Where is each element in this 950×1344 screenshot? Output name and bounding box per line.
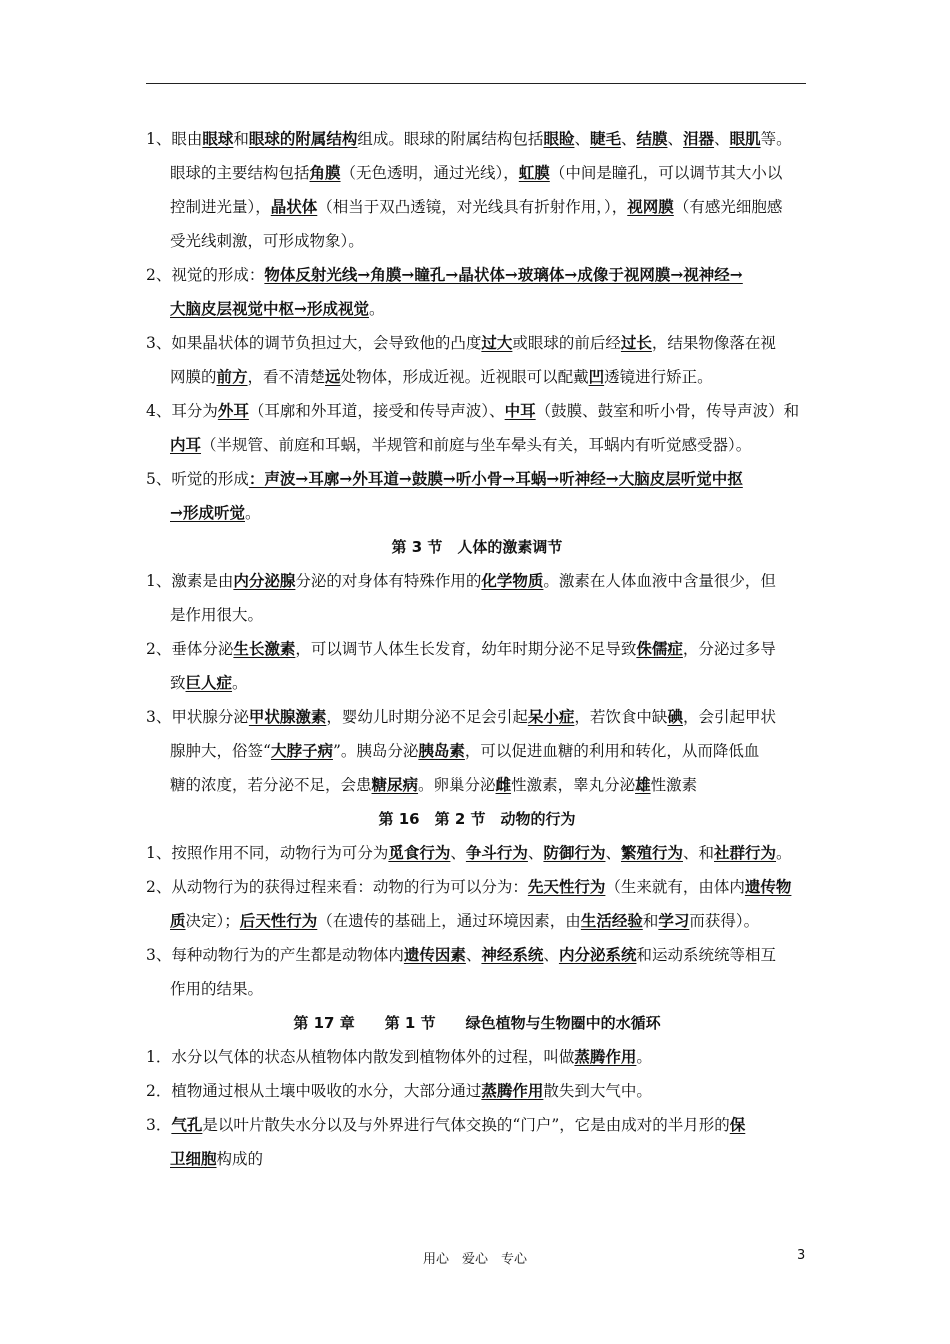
text-line — [146, 258, 808, 292]
list-item — [146, 122, 808, 258]
text-run: 、 — [450, 844, 466, 862]
key-term: 凹 — [588, 367, 605, 386]
text-line — [146, 1074, 808, 1108]
text-run: 、 — [620, 130, 637, 148]
key-term: 遗传因素 — [403, 945, 466, 964]
text-run: 、 — [605, 844, 621, 862]
list-item — [146, 1108, 808, 1176]
document-body — [146, 122, 808, 1176]
key-term: 眼球 — [202, 129, 234, 148]
key-term: 结膜 — [636, 129, 668, 148]
text-run: 1、眼由 — [146, 130, 203, 148]
text-line — [146, 870, 808, 904]
footer-motto: 用心 爱心 专心 — [422, 1252, 527, 1267]
text-run: 腺肿大，俗签“ — [170, 742, 271, 760]
text-run: 或眼球的前后经 — [512, 334, 621, 352]
text-line — [146, 326, 808, 360]
key-term: 雄 — [635, 775, 651, 794]
key-term: 甲状腺激素 — [248, 707, 327, 726]
list-item — [146, 258, 808, 326]
text-run: 是作用很大。 — [170, 606, 264, 624]
key-term: 前方 — [216, 367, 248, 386]
text-run: （半规管、前庭和耳蜗，半规管和前庭与坐车晕头有关，耳蜗内有听觉感受器）。 — [201, 436, 752, 454]
text-run: ，婴幼儿时期分泌不足会引起 — [326, 708, 528, 726]
text-line — [146, 564, 808, 598]
text-run: （中间是瞳孔，可以调节其大小以 — [549, 164, 783, 182]
text-run: ”。胰岛分泌 — [332, 742, 419, 760]
text-run: 、 — [527, 844, 544, 862]
text-run: 网膜的 — [170, 368, 217, 386]
text-line — [146, 394, 808, 428]
text-line — [146, 1142, 808, 1176]
key-term: 蒸腾作用 — [574, 1047, 637, 1066]
key-term: 觅食行为 — [388, 843, 451, 862]
key-term: 糖尿病 — [371, 775, 419, 794]
list-item — [146, 870, 808, 938]
text-run: 眼球的主要结构包括 — [170, 164, 310, 182]
text-line — [146, 768, 808, 802]
key-term: 神经系统 — [481, 945, 544, 964]
key-term: 视网膜 — [627, 197, 674, 216]
key-term: 碘 — [667, 707, 683, 726]
text-run: （鼓膜、鼓室和听小骨，传导声波）和 — [535, 402, 800, 420]
key-term: 学习 — [658, 911, 690, 930]
text-run: （耳廓和外耳道，接受和传导声波）、 — [248, 402, 505, 420]
text-line — [146, 156, 808, 190]
text-run: 、 — [574, 130, 590, 148]
text-run: 1、激素是由 — [146, 572, 234, 590]
key-term: 眼球的附属结构 — [248, 129, 358, 148]
section-heading: 第 3 节 人体的激素调节 — [391, 538, 563, 556]
text-run: 和 — [233, 130, 249, 148]
text-run: 性激素，睾丸分泌 — [511, 776, 636, 794]
text-line — [146, 360, 808, 394]
text-run: （无色透明，通过光线）， — [340, 164, 519, 182]
list-item — [146, 938, 808, 1006]
list-item — [146, 836, 808, 870]
text-run: （有感光细胞感 — [673, 198, 783, 216]
text-run: 1、按照作用不同，动物行为可分为 — [146, 844, 389, 862]
key-term: 泪器 — [683, 129, 715, 148]
text-run: 是以叶片散失水分以及与外界进行气体交换的“门户”，它是由成对的半月形的 — [202, 1116, 730, 1134]
text-run: 。 — [369, 300, 385, 318]
text-run: 而获得）。 — [689, 912, 760, 930]
text-run: 透镜进行矫正。 — [604, 368, 713, 386]
text-run: 3． — [146, 1116, 172, 1134]
key-term: 远 — [325, 367, 341, 386]
key-term: 蒸腾作用 — [481, 1081, 544, 1100]
section-heading: 第 16 第 2 节 动物的行为 — [378, 810, 576, 828]
key-term: 生长激素 — [233, 639, 296, 658]
key-term: 大脑皮层视觉中枢→形成视觉 — [170, 299, 369, 318]
text-line — [146, 836, 808, 870]
text-run: 构成的 — [216, 1150, 264, 1168]
text-run: ，结果物像落在视 — [651, 334, 776, 352]
text-run: 5、听觉的形成 — [146, 470, 249, 488]
text-run: ，会引起甲状 — [682, 708, 776, 726]
text-line — [146, 122, 808, 156]
text-run: ，分泌过多导 — [682, 640, 776, 658]
key-term: 巨人症 — [185, 673, 233, 692]
text-line — [146, 462, 808, 496]
text-line — [146, 224, 808, 258]
text-run: （相当于双凸透镜，对光线具有折射作用，）， — [317, 198, 628, 216]
text-run: 2、垂体分泌 — [146, 640, 234, 658]
text-run: 。 — [232, 674, 248, 692]
text-run: 性激素 — [650, 776, 698, 794]
header-rule — [146, 83, 806, 84]
key-term: 卫细胞 — [170, 1149, 217, 1168]
text-run: 1．水分以气体的状态从植物体内散发到植物体外的过程，叫做 — [146, 1048, 575, 1066]
text-run: （生来就有，由体内 — [605, 878, 745, 896]
key-term: 角膜 — [309, 163, 341, 182]
text-run: 受光线刺激，可形成物象）。 — [170, 232, 364, 250]
text-run: 作用的结果。 — [170, 980, 264, 998]
text-line — [146, 632, 808, 666]
text-line — [146, 428, 808, 462]
key-term: 内分泌腺 — [233, 571, 296, 590]
list-item — [146, 700, 808, 802]
text-run: 2、从动物行为的获得过程来看：动物的行为可以分为： — [146, 878, 528, 896]
key-term: 气孔 — [171, 1115, 203, 1134]
key-term: 雌 — [495, 775, 512, 794]
key-term: 化学物质 — [481, 571, 544, 590]
list-item — [146, 632, 808, 700]
text-run: （在遗传的基础上，通过环境因素，由 — [317, 912, 581, 930]
text-run: 、 — [465, 946, 482, 964]
list-item — [146, 1074, 808, 1108]
key-term: 后天性行为 — [239, 911, 318, 930]
key-term: ：声波→耳廓→外耳道→鼓膜→听小骨→耳蜗→听神经→大脑皮层听觉中抠 — [248, 469, 743, 488]
text-line — [146, 972, 808, 1006]
text-run: ，可以促进血糖的利用和转化，从而降低血 — [464, 742, 760, 760]
text-run: 、和 — [682, 844, 714, 862]
key-term: 眼肌 — [729, 129, 761, 148]
key-term: 质 — [170, 911, 186, 930]
section-heading: 第 17 章 第 1 节 绿色植物与生物圈中的水循环 — [293, 1014, 661, 1032]
text-run: 、 — [667, 130, 684, 148]
text-run: 和 — [642, 912, 659, 930]
key-term: 社群行为 — [714, 843, 777, 862]
key-term: 中耳 — [504, 401, 536, 420]
text-run: 处物体，形成近视。近视眼可以配戴 — [340, 368, 589, 386]
list-item — [146, 1040, 808, 1074]
key-term: 生活经验 — [580, 911, 643, 930]
text-run: 散失到大气中。 — [543, 1082, 652, 1100]
text-line — [146, 904, 808, 938]
key-term: 过长 — [620, 333, 652, 352]
text-line — [146, 496, 808, 530]
text-run: 控制进光量）， — [170, 198, 271, 216]
key-term: 遗传物 — [744, 877, 792, 896]
text-line — [146, 598, 808, 632]
key-term: 物体反射光线→角膜→瞳孔→晶状体→玻璃体→成像于视网膜→视神经→ — [264, 265, 743, 284]
text-run: 、 — [543, 946, 559, 964]
list-item — [146, 462, 808, 530]
text-run: 等。 — [760, 130, 792, 148]
list-item — [146, 394, 808, 462]
key-term: 胰岛素 — [418, 741, 465, 760]
text-run: 和运动系统统等相互 — [636, 946, 776, 964]
key-term: 内耳 — [170, 435, 202, 454]
text-line — [146, 734, 808, 768]
text-run: ，若饮食中缺 — [574, 708, 668, 726]
key-term: 内分泌系统 — [558, 945, 637, 964]
text-line — [146, 292, 808, 326]
key-term: →形成听觉 — [170, 503, 245, 522]
text-run: 。激素在人体血液中含量很少，但 — [543, 572, 776, 590]
text-run: ，看不清楚 — [247, 368, 326, 386]
text-run: 2．植物通过根从土壤中吸收的水分，大部分通过 — [146, 1082, 482, 1100]
text-line — [146, 190, 808, 224]
list-item — [146, 564, 808, 632]
text-line — [146, 700, 808, 734]
text-run: 糖的浓度，若分泌不足，会患 — [170, 776, 372, 794]
key-term: 防御行为 — [543, 843, 606, 862]
text-run: 致 — [170, 674, 186, 692]
text-run: 3、如果晶状体的调节负担过大，会导致他的凸度 — [146, 334, 482, 352]
text-run: 4、耳分为 — [146, 402, 218, 420]
key-term: 外耳 — [217, 401, 249, 420]
text-line — [146, 1040, 808, 1074]
text-run: 决定）； — [185, 912, 240, 930]
text-line — [146, 1108, 808, 1142]
text-run: 分泌的对身体有特殊作用的 — [295, 572, 482, 590]
text-run: 3、每种动物行为的产生都是动物体内 — [146, 946, 404, 964]
text-run: 。卵巢分泌 — [418, 776, 496, 794]
key-term: 睫毛 — [589, 129, 621, 148]
page-number: 3 — [797, 1248, 806, 1263]
list-item — [146, 326, 808, 394]
key-term: 眼睑 — [543, 129, 575, 148]
key-term: 保 — [729, 1115, 746, 1134]
text-line — [146, 938, 808, 972]
text-run: 组成。眼球的附属结构包括 — [357, 130, 544, 148]
key-term: 侏儒症 — [636, 639, 683, 658]
key-term: 先天性行为 — [527, 877, 606, 896]
text-line — [146, 666, 808, 700]
key-term: 虹膜 — [518, 163, 550, 182]
key-term: 繁殖行为 — [620, 843, 683, 862]
key-term: 呆小症 — [527, 707, 575, 726]
text-run: 3、甲状腺分泌 — [146, 708, 249, 726]
key-term: 晶状体 — [270, 197, 318, 216]
text-run: 、 — [714, 130, 730, 148]
text-run: 。 — [636, 1048, 652, 1066]
key-term: 过大 — [481, 333, 513, 352]
key-term: 大脖子病 — [270, 741, 333, 760]
text-run: ，可以调节人体生长发育，幼年时期分泌不足导致 — [295, 640, 637, 658]
text-run: 。 — [245, 504, 261, 522]
text-run: 。 — [776, 844, 792, 862]
text-run: 2、视觉的形成： — [146, 266, 265, 284]
key-term: 争斗行为 — [465, 843, 528, 862]
